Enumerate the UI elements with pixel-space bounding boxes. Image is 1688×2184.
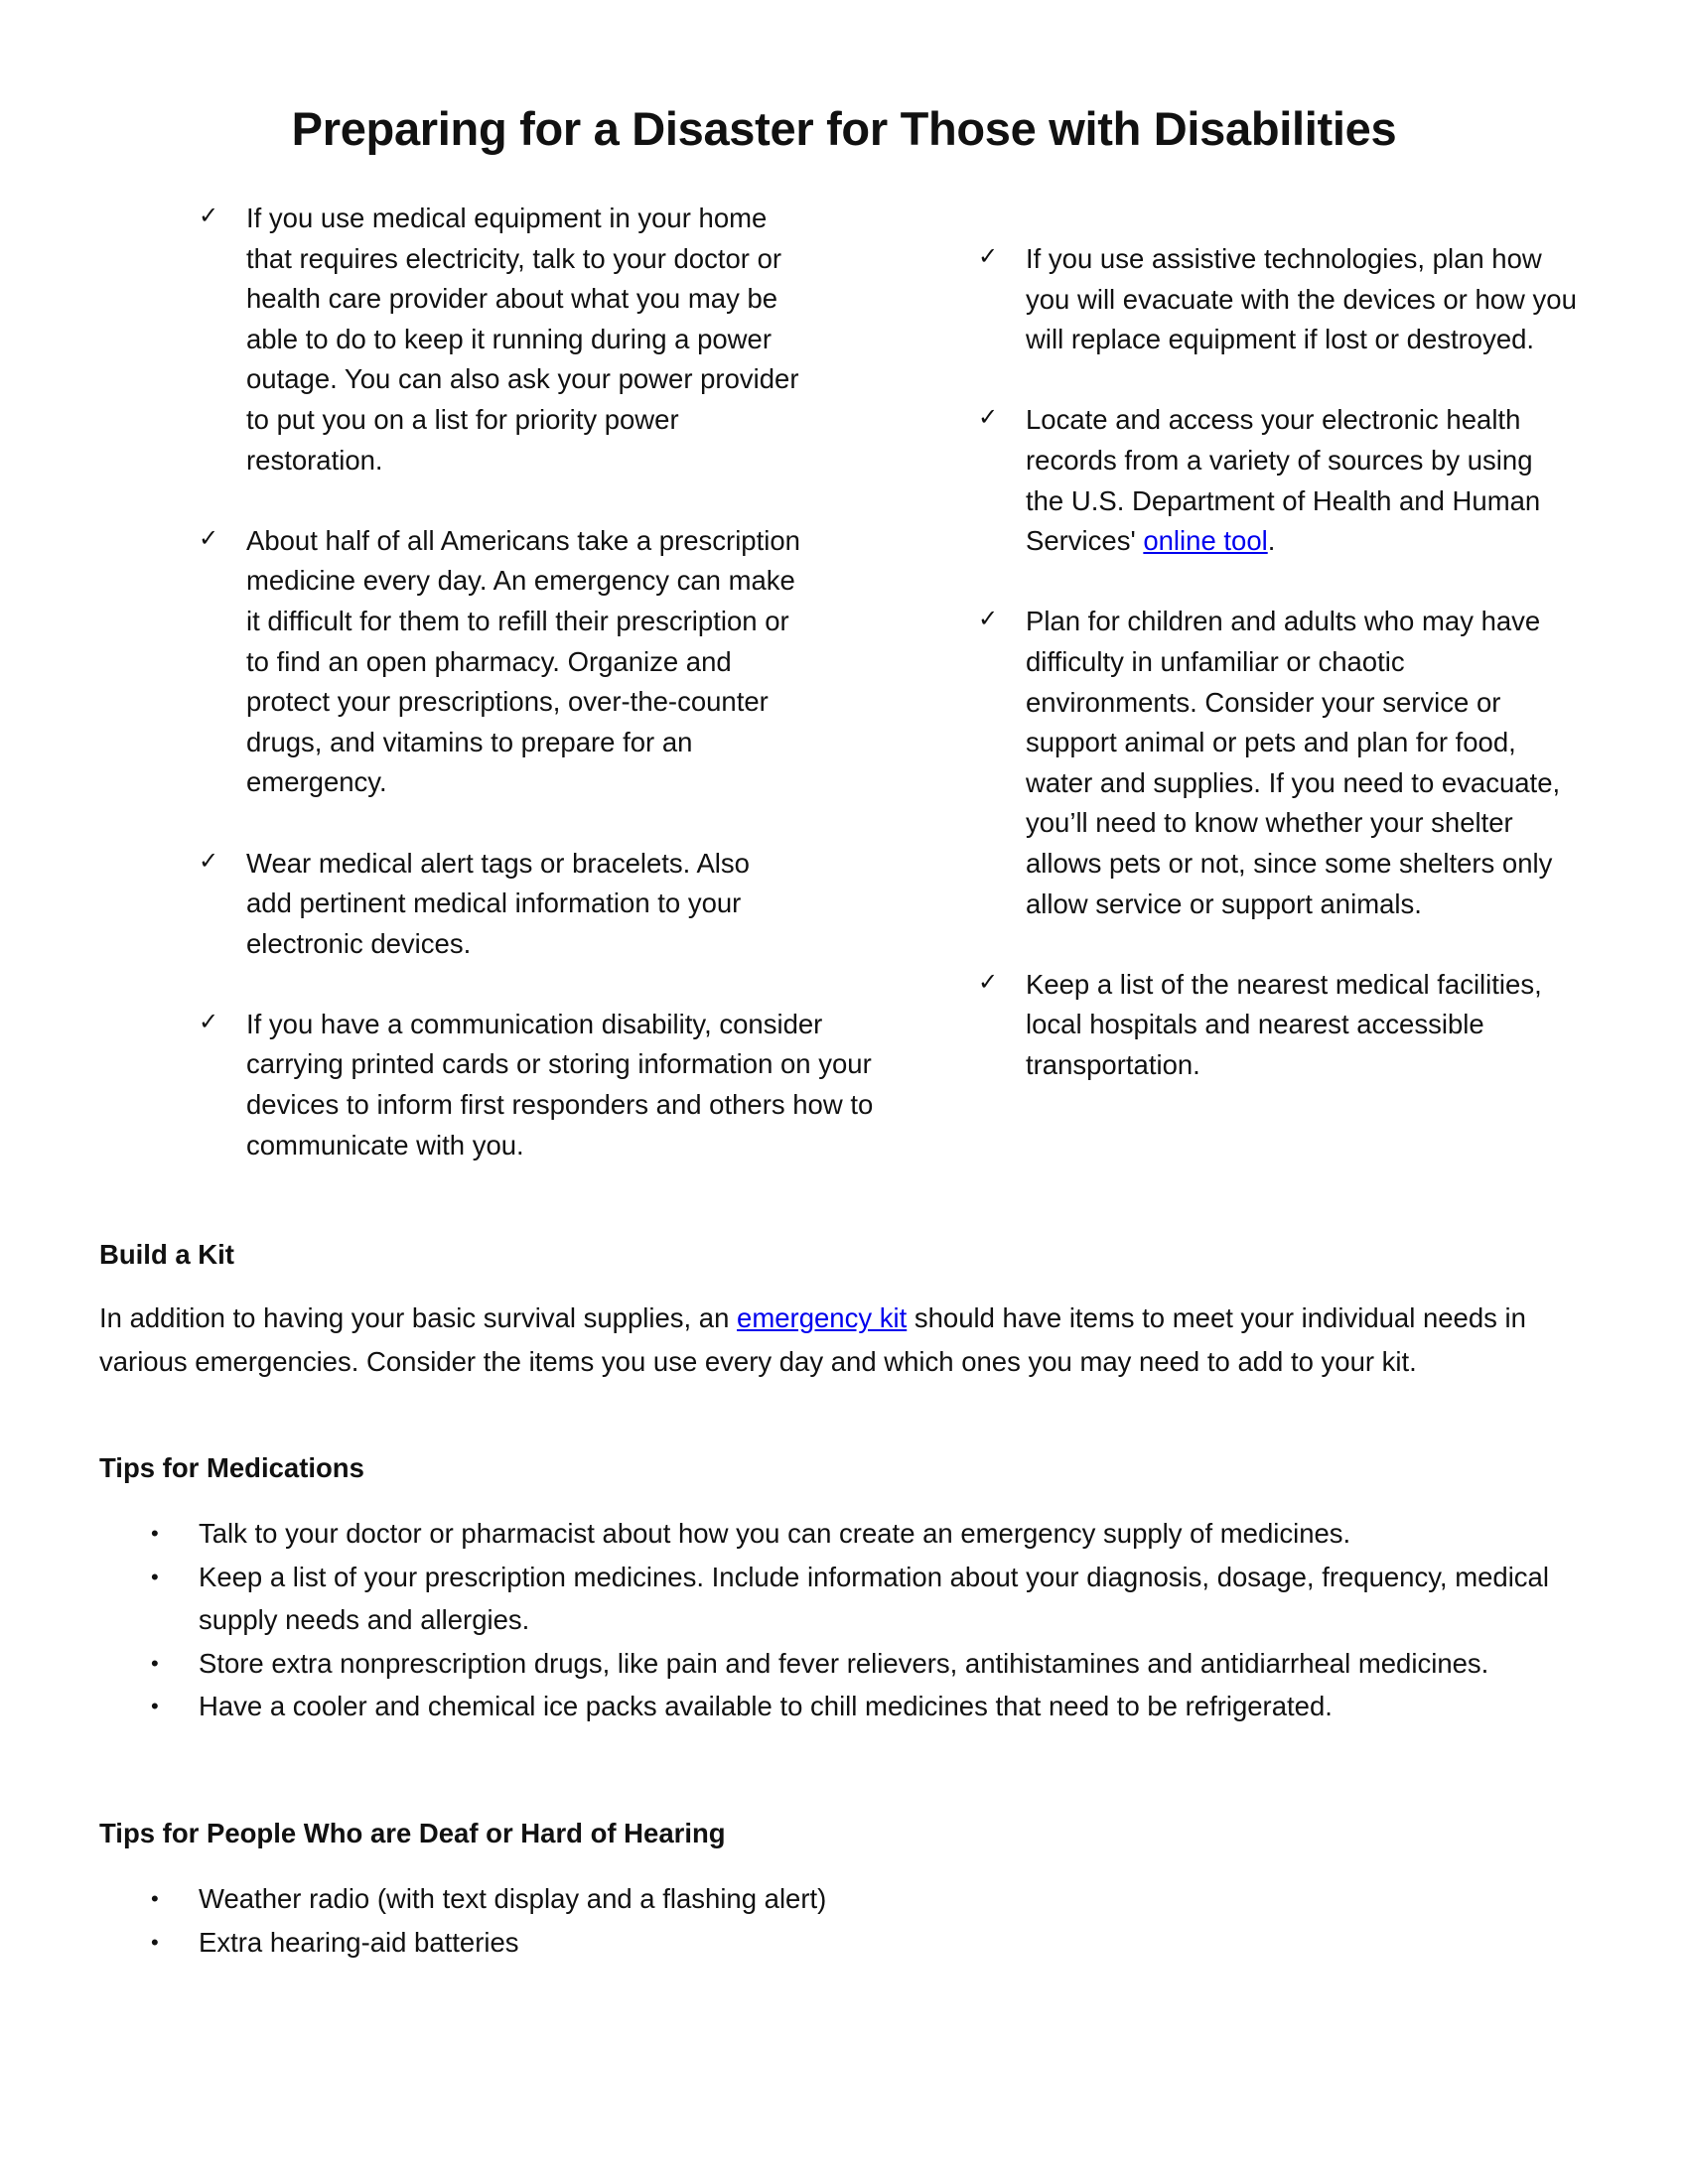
- right-checklist: [978, 239, 1594, 1126]
- list-item-text: Have a cooler and chemical ice packs available to chill medicines that need to be refrigerated.: [199, 1691, 1333, 1721]
- checklist-item: [199, 1005, 914, 1165]
- list-item: [99, 1556, 1599, 1642]
- checkmark-icon: ✓: [199, 524, 219, 552]
- checklist-item-text: Wear medical alert tags or bracelets. Also add pertinent medical information to your electronic devices.: [246, 847, 750, 959]
- text-segment: Locate and access your electronic health records from a variety of sources by using the U.S. Department of Health and Human Services': [1026, 404, 1541, 557]
- build-kit-heading: Build a Kit: [99, 1239, 234, 1270]
- checkmark-icon: ✓: [978, 404, 999, 432]
- text-segment: should have items to meet your individual needs in various emergencies. Consider the items you use every day and which ones you may need to add to your kit.: [99, 1302, 1526, 1377]
- emergency-kit-link[interactable]: emergency kit: [737, 1302, 908, 1333]
- medications-heading: Tips for Medications: [99, 1452, 364, 1483]
- checklist-item-text: If you use medical equipment in your home that requires electricity, talk to your doctor or health care provider about what you may be able to do to keep it running during a power outage. You can also ask your power provider to put you on a list for priority power restoration.: [246, 203, 799, 476]
- checklist-item: [199, 199, 914, 480]
- checklist-item: [199, 521, 914, 803]
- page-title: Preparing for a Disaster for Those with Disabilities: [291, 102, 1397, 155]
- deaf-heading: Tips for People Who are Deaf or Hard of Hearing: [99, 1818, 726, 1848]
- bullet-icon: •: [151, 1694, 159, 1718]
- list-item: [99, 1642, 1599, 1686]
- checklist-item-text: If you have a communication disability, consider carrying printed cards or storing information on your devices to inform first responders and others how to communicate with you.: [246, 1008, 874, 1160]
- bullet-icon: •: [151, 1886, 159, 1911]
- deaf-list: [99, 1877, 1599, 1964]
- bullet-icon: •: [151, 1564, 159, 1589]
- list-item-text: Extra hearing-aid batteries: [199, 1926, 519, 1958]
- left-checklist: [199, 199, 914, 1206]
- list-item-text: Store extra nonprescription drugs, like pain and fever relievers, antihistamines and antidiarrheal medicines.: [199, 1647, 1489, 1679]
- medications-list: [99, 1512, 1599, 1728]
- checkmark-icon: ✓: [978, 243, 999, 270]
- bullet-icon: •: [151, 1929, 159, 1955]
- text-segment: .: [1267, 525, 1276, 557]
- checklist-item-text: [1026, 400, 1577, 561]
- checkmark-icon: ✓: [199, 203, 219, 229]
- checklist-item-text: Plan for children and adults who may have difficulty in unfamiliar or chaotic environments. Consider your service or support animal or pets and plan for food, water and supplies. If you need to evacuate, you’ll need to know whether your shelter allows pets or not, since some shelters only allow service or support animals.: [1026, 606, 1561, 919]
- checklist-item: [199, 844, 914, 965]
- checkmark-icon: ✓: [199, 847, 219, 875]
- checkmark-icon: ✓: [978, 606, 999, 633]
- list-item: [99, 1877, 1599, 1921]
- bullet-icon: •: [151, 1650, 159, 1676]
- list-item: [99, 1685, 1599, 1728]
- list-item-text: Keep a list of your prescription medicines. Include information about your diagnosis, dosage, frequency, medical supply needs and allergies.: [199, 1561, 1549, 1635]
- bullet-icon: •: [151, 1521, 159, 1546]
- checklist-item: [978, 602, 1594, 924]
- checklist-item-text: Keep a list of the nearest medical facilities, local hospitals and nearest accessible transportation.: [1026, 968, 1542, 1080]
- list-item-text: Talk to your doctor or pharmacist about how you can create an emergency supply of medicines.: [199, 1518, 1351, 1549]
- checkmark-icon: ✓: [199, 1008, 219, 1035]
- checklist-item-text: About half of all Americans take a prescription medicine every day. An emergency can make it difficult for them to refill their prescription or to find an open pharmacy. Organize and protect your prescriptions, over-the-counter drugs, and vitamins to prepare for an emergency.: [246, 524, 800, 798]
- text-segment: In addition to having your basic survival supplies, an: [99, 1302, 738, 1333]
- build-kit-paragraph: [99, 1297, 1599, 1383]
- checklist-item: [978, 965, 1594, 1086]
- list-item: [99, 1512, 1599, 1556]
- list-item: [99, 1921, 1599, 1965]
- checklist-item: [978, 239, 1594, 360]
- online-tool-link[interactable]: online tool: [1143, 525, 1268, 557]
- checkmark-icon: ✓: [978, 968, 999, 996]
- checklist-item-text: If you use assistive technologies, plan how you will evacuate with the devices or how you will replace equipment if lost or destroyed.: [1026, 243, 1577, 355]
- checklist-item: [978, 400, 1594, 561]
- list-item-text: Weather radio (with text display and a flashing alert): [199, 1883, 827, 1914]
